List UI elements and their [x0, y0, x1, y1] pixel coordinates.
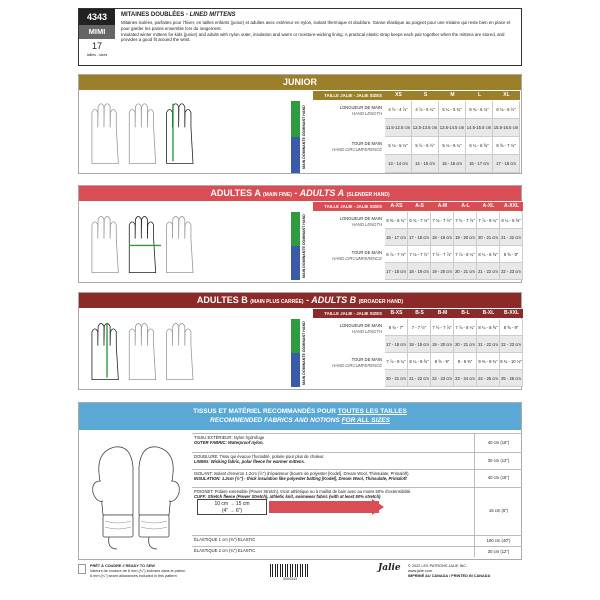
- hand-circumference-label: [313, 357, 382, 368]
- size-cell: 15.5-16.5 cm: [493, 119, 520, 137]
- fabrics-title-fr-a: TISSUS ET MATÉRIEL RECOMMANDÉS POUR: [193, 408, 338, 415]
- fabric-row: [192, 469, 522, 487]
- stretch-label-in: (4" → 6"): [221, 508, 243, 514]
- size-cell: 25 - 26 cm: [500, 370, 523, 387]
- fabric-quantity: 30 cm (12"): [474, 546, 522, 557]
- row1-label-fr: LONGUEUR DE MAIN: [339, 105, 382, 110]
- fabric-quantity: 40 cm (16"): [474, 469, 522, 487]
- size-cell: 16 - 17 cm: [385, 229, 408, 246]
- row1-label-en: HAND LENGTH: [351, 328, 382, 334]
- barcode-number: 0004343: [283, 577, 297, 581]
- size-header-a-s: A-S: [408, 202, 431, 211]
- adults-a-size-section: [78, 185, 522, 283]
- size-cell: 14 - 15 cm: [412, 155, 439, 173]
- size-cell: 7 ½ - 7 ⅞": [454, 212, 477, 229]
- size-cell: 21 - 22 cm: [500, 229, 523, 246]
- adults-a-title: [79, 186, 521, 201]
- size-cell: 20 - 21 cm: [454, 263, 477, 280]
- pattern-title: [121, 12, 236, 18]
- size-cell: 9 ¾ - 10 ⅛": [500, 353, 523, 370]
- row1-label-fr: LONGUEUR DE MAIN: [339, 323, 382, 328]
- dominant-hand-label: MAIN DOMINANTE DOMINANT HAND: [302, 321, 306, 385]
- copyright-block: [408, 564, 522, 579]
- adults-a-sub-fr: (MAIN FINE): [263, 192, 292, 198]
- size-cell: 9 ⅜ - 9 ¾": [477, 353, 500, 370]
- seam-allowance-fr: Valeurs de couture de 6 mm (¼") incluses dans le patron: [90, 569, 186, 573]
- fabric-quantity: 100 cm (40"): [474, 535, 522, 546]
- fabrics-section: [78, 402, 522, 560]
- length-color-bar: [291, 101, 300, 137]
- seam-info: [90, 564, 220, 579]
- row1-label-fr: LONGUEUR DE MAIN: [339, 216, 382, 221]
- size-header-l: L: [466, 91, 493, 100]
- size-cell: 8 ⅝ - 9": [431, 353, 454, 370]
- size-cell: 19 - 20 cm: [454, 229, 477, 246]
- size-header-b-xs: B-XS: [385, 309, 408, 318]
- fabric-row-fr: ISOLANT: Isolant d’environ 1.2cm (½") d’épaisseur (bourre de polyester [Kodel], Dream Wool, Thinsulate, Primaloft): [194, 471, 409, 476]
- size-header-xl: XL: [493, 91, 520, 100]
- size-header-b-s: B-S: [408, 309, 431, 318]
- size-cell: 7 ⅞ - 8 ¼": [454, 319, 477, 336]
- hand-circumference-label: [313, 250, 382, 261]
- fabric-row-fr: POIGNET: Polaire extensible (Power Stretch), tricot athlétique ou à maillot de bain avec au moins 50% d’extensibilité.: [194, 489, 412, 494]
- pattern-header: [78, 8, 522, 66]
- size-cell: 11.5-12.5 cm: [385, 119, 412, 137]
- size-cell: 8 ¼ - 8 ⅝": [477, 319, 500, 336]
- row2-label-fr: TOUR DE MAIN: [351, 357, 382, 362]
- size-cell: 4 ½ - 4 ⅞": [385, 101, 412, 119]
- sizes-label: tailles - sizes: [86, 53, 108, 57]
- size-cell: 17 - 18 cm: [493, 155, 520, 173]
- size-cell: 16 - 17 cm: [466, 155, 493, 173]
- size-cell: 18 - 19 cm: [431, 229, 454, 246]
- fabrics-title-fr-b: TOUTES LES TAILLES: [337, 408, 407, 415]
- row2-label-en: HAND CIRCUMFERENCE: [332, 255, 382, 261]
- hand-length-label: [313, 105, 382, 116]
- circumference-color-bar: [291, 246, 300, 280]
- size-cell: 23 - 24 cm: [454, 370, 477, 387]
- pattern-back-cover: [78, 8, 522, 592]
- fabric-quantity: 30 cm (12"): [474, 452, 522, 469]
- hand-length-label: [313, 216, 382, 227]
- adults-b-sub-fr: (MAIN PLUS CARRÉE): [250, 299, 304, 305]
- size-cell: 17 - 18 cm: [385, 336, 408, 353]
- size-header-b-l: B-L: [454, 309, 477, 318]
- fabrics-title: [79, 403, 521, 430]
- size-cell: 20 - 21 cm: [477, 229, 500, 246]
- hand-length-label: [313, 323, 382, 334]
- size-header-label: TAILLE JALIE - JALIE SIZES: [313, 309, 385, 318]
- size-header-a-l: A-L: [454, 202, 477, 211]
- copyright: © 2022 LES PATRONS JALIE INC.: [408, 564, 468, 568]
- size-cell: 8 ⅝ - 9": [500, 319, 523, 336]
- stretch-bar: [269, 501, 379, 513]
- fabric-quantity: 15 cm (6"): [474, 487, 522, 535]
- hand-measurement-illustration: [85, 208, 197, 276]
- adults-a-sub-en: (SLENDER HAND): [346, 192, 390, 198]
- size-cell: 7 ½ - 7 ⅞": [431, 246, 454, 263]
- row1-label-en: HAND LENGTH: [351, 221, 382, 227]
- size-cell: 8 ¼ - 8 ⅝": [477, 246, 500, 263]
- size-cell: 19 - 20 cm: [431, 336, 454, 353]
- size-cell: 6 ⅝ - 7 ⅛": [493, 137, 520, 155]
- size-cell: 20 - 21 cm: [385, 370, 408, 387]
- size-header-b-xl: B-XL: [477, 309, 500, 318]
- seam-allowance-en: 6 mm (¼") seam allowances included in this pattern: [90, 574, 177, 578]
- fabric-row-en: LINING: Wicking fabric, polar fleece for warmer mittens.: [194, 459, 305, 465]
- row2-label-fr: TOUR DE MAIN: [351, 141, 382, 146]
- size-cell: 19 - 20 cm: [431, 263, 454, 280]
- adults-b-title-en: - ADULTS B: [306, 295, 357, 305]
- dominant-hand-label: MAIN DOMINANTE DOMINANT HAND: [302, 105, 306, 169]
- size-cell: 5 ⅛ - 6 ¼": [439, 137, 466, 155]
- hand-circumference-label: [313, 141, 382, 152]
- row2-label-fr: TOUR DE MAIN: [351, 250, 382, 255]
- adults-b-title-fr: ADULTES B: [196, 295, 248, 305]
- size-header-a-xs: A-XS: [385, 202, 408, 211]
- stretch-arrow-icon: [372, 499, 384, 515]
- stretch-diagram: [197, 499, 397, 517]
- size-cell: 9 - 9 ⅜": [454, 353, 477, 370]
- stretch-label-box: [197, 499, 267, 515]
- sizes-count-box: [79, 39, 115, 66]
- junior-title: JUNIOR: [79, 75, 521, 90]
- website: www.jalie.com: [408, 569, 433, 573]
- barcode: [270, 564, 310, 582]
- fabric-row: [192, 546, 522, 557]
- size-cell: 6 ¾ - 7": [385, 319, 408, 336]
- fabric-row-fr: ÉLASTIQUE 2 cm (¾") ELASTIC: [194, 548, 256, 553]
- fabric-quantity: 40 cm (16"): [474, 433, 522, 452]
- adults-b-size-section: [78, 292, 522, 390]
- adults-b-title: [79, 293, 521, 308]
- length-color-bar: [291, 212, 300, 246]
- size-cell: 7 ⅛ - 7 ½": [408, 246, 431, 263]
- size-cell: 8 ⅝ - 9": [500, 246, 523, 263]
- size-cell: 6 ⅜ - 6 ¾": [385, 212, 408, 229]
- sizes-count: 17: [91, 41, 102, 51]
- size-cell: 7 ½ - 7 ⅞": [431, 319, 454, 336]
- title-en: LINED MITTENS: [189, 12, 236, 18]
- size-cell: 17 - 18 cm: [385, 263, 408, 280]
- size-header-a-xl: A-XL: [477, 202, 500, 211]
- size-cell: 20 - 21 cm: [454, 336, 477, 353]
- jalie-logo: Jalie: [378, 563, 401, 573]
- mitten-illustration: [89, 437, 185, 555]
- size-cell: 21 - 22 cm: [408, 370, 431, 387]
- barcode-lines: [270, 564, 310, 577]
- length-color-bar: [291, 319, 300, 353]
- size-cell: 5 ¾ - 6 ⅛": [466, 101, 493, 119]
- fabric-row: [192, 433, 522, 452]
- size-cell: 22 - 23 cm: [500, 336, 523, 353]
- size-cell: 13.5-14.5 cm: [439, 119, 466, 137]
- title-fr: MITAINES DOUBLÉES -: [121, 12, 190, 18]
- scissors-icon: [78, 564, 86, 574]
- adults-b-sub-en: (BROADER HAND): [358, 299, 404, 305]
- adults-a-title-en: - ADULTS A: [294, 188, 345, 198]
- fabric-row-en: CUFF: Stretch fleece (Power Stretch), athletic knit, swimwear fabric (with at least 50% stretch): [194, 494, 381, 500]
- fabric-row-fr: TISSU EXTÉRIEUR: Nylon hydrofuge: [194, 435, 265, 440]
- fabric-row: [192, 452, 522, 469]
- size-cell: 6 ⅛ - 6 ½": [493, 101, 520, 119]
- size-cell: 24 - 25 cm: [477, 370, 500, 387]
- size-cell: 7 ⅞ - 8 ¼": [477, 212, 500, 229]
- size-cell: 18 - 19 cm: [408, 336, 431, 353]
- size-header-b-m: B-M: [431, 309, 454, 318]
- junior-size-section: [78, 74, 522, 174]
- size-cell: 12.5-13.5 cm: [412, 119, 439, 137]
- fabrics-title-en-b: FOR ALL SIZES: [341, 417, 390, 424]
- size-header-s: S: [412, 91, 439, 100]
- fabric-row-fr: ÉLASTIQUE 1 cm (⅜") ELASTIC: [194, 537, 256, 542]
- dominant-hand-label: MAIN DOMINANTE DOMINANT HAND: [302, 214, 306, 278]
- description-fr: Mitaines isolées, parfaites pour l’hiver, en tailles enfants (junior) et adultes avec extérieur en nylon, isolant thermique et doublure. Ganse élastique au poignet pour une mitaine qui reste bien en place et pour garder les paires ensemble lors du rangement.: [121, 20, 511, 31]
- size-cell: 15 - 16 cm: [439, 155, 466, 173]
- size-cell: 7 - 7 ½": [408, 319, 431, 336]
- size-cell: 21 - 22 cm: [477, 336, 500, 353]
- size-cell: 8 ¼ - 8 ⅝": [500, 212, 523, 229]
- size-cell: 6 ¾ - 7 ⅛": [408, 212, 431, 229]
- size-cell: 21 - 22 cm: [477, 263, 500, 280]
- size-cell: 8 ¼ - 8 ⅝": [408, 353, 431, 370]
- fabric-row-fr: DOUBLURE: Tissu qui évacue l’humidité, polaire pour plus de chaleur.: [194, 454, 325, 459]
- size-header-a-m: A-M: [431, 202, 454, 211]
- size-cell: 18 - 19 cm: [408, 263, 431, 280]
- description-en: Insulated winter mittens for kids (junior) and adults with nylon outer, insulation and warm or moisture-wicking lining. A practical elastic strap keeps each pair together when the mittens are stored, and provides a good fit around the wrist.: [121, 31, 505, 43]
- size-cell: 14.5-15.5 cm: [466, 119, 493, 137]
- size-cell: 6 ¼ - 6 ⅝": [466, 137, 493, 155]
- row2-label-en: HAND CIRCUMFERENCE: [332, 146, 382, 152]
- adults-a-title-fr: ADULTES A: [210, 188, 261, 198]
- size-header-label: TAILLE JALIE - JALIE SIZES: [313, 91, 385, 100]
- size-cell: 5 ½ - 5 ½": [412, 137, 439, 155]
- printed-in-canada: IMPRIMÉ AU CANADA / PRINTED IN CANADA: [408, 574, 491, 578]
- row2-label-en: HAND CIRCUMFERENCE: [332, 362, 382, 368]
- size-cell: 13 - 14 cm: [385, 155, 412, 173]
- pattern-description: [121, 20, 519, 43]
- size-header-b-xxl: B-XXL: [500, 309, 523, 318]
- size-cell: 7 ⅞ - 8 ¼": [454, 246, 477, 263]
- fabrics-title-en-a: RECOMMENDED FABRICS AND NOTIONS: [210, 417, 342, 424]
- size-cell: 4 ⅞ - 5 ¼": [412, 101, 439, 119]
- fabric-row-en: OUTER FABRIC: Waterproof nylon.: [194, 440, 264, 446]
- ready-to-sew: PRÊT À COUDRE // READY TO SEW: [90, 564, 155, 568]
- footer: [78, 564, 522, 592]
- size-cell: 5 ⅛ - 5 ⅛": [385, 137, 412, 155]
- fabric-row: [192, 535, 522, 546]
- stretch-label: 10 cm → 15 cm: [214, 501, 250, 507]
- circumference-color-bar: [291, 353, 300, 387]
- size-header-xs: XS: [385, 91, 412, 100]
- size-cell: 17 - 18 cm: [408, 229, 431, 246]
- hand-measurement-illustration: [85, 315, 197, 383]
- size-cell: 22 - 23 cm: [431, 370, 454, 387]
- size-header-label: TAILLE JALIE - JALIE SIZES: [313, 202, 385, 211]
- size-header-m: M: [439, 91, 466, 100]
- size-cell: 6 ⅞ - 7 ⅛": [385, 246, 408, 263]
- size-cell: 7 ⅞ - 8 ¼": [385, 353, 408, 370]
- size-cell: 7 ⅛ - 7 ½": [431, 212, 454, 229]
- pattern-name: MIMI: [79, 25, 115, 39]
- pattern-code: 4343: [79, 9, 115, 25]
- row1-label-en: HAND LENGTH: [351, 110, 382, 116]
- fabric-row-en: INSULATION: 1.2cm (½") - thick insulation like polyester batting [Kodel], Dream Wool, Thinsulate, Primaloft: [194, 476, 407, 482]
- size-cell: 5 ¼ - 5 ¾": [439, 101, 466, 119]
- size-cell: 22 - 23 cm: [500, 263, 523, 280]
- circumference-color-bar: [291, 137, 300, 173]
- size-header-a-xxl: A-XXL: [500, 202, 523, 211]
- hand-measurement-illustration: [85, 95, 197, 167]
